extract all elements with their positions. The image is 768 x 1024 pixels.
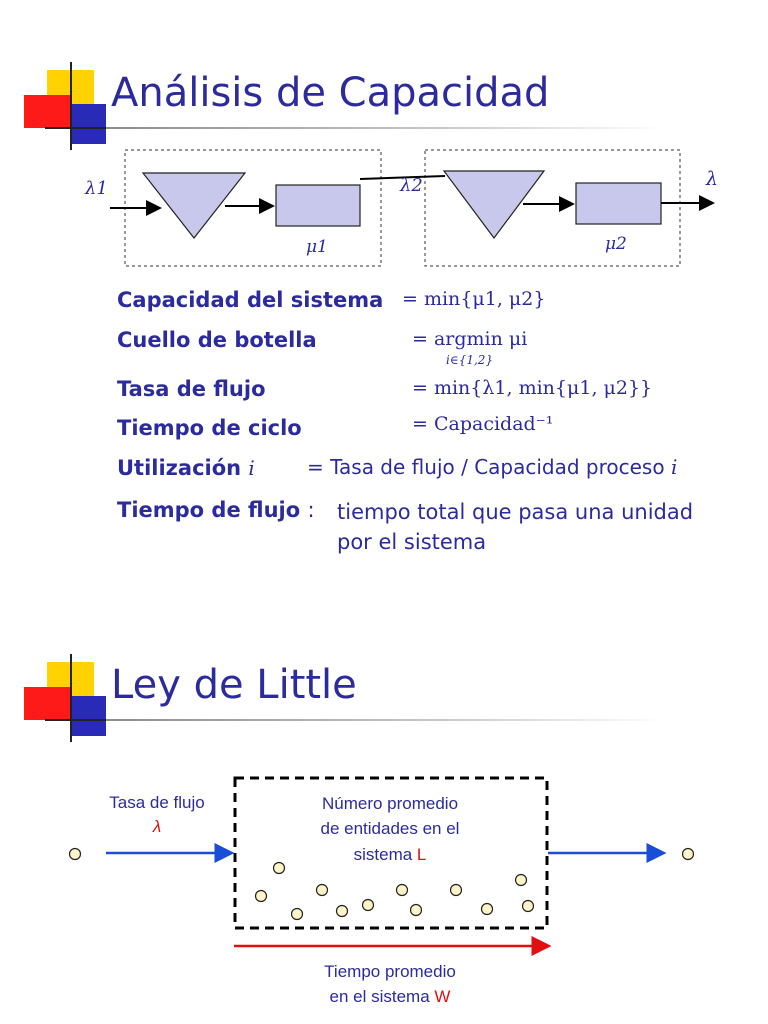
entity-circle-icon [292,909,303,920]
page-title: Análisis de Capacidad [111,70,550,116]
def-term-capacidad: Capacidad del sistema [117,288,384,312]
entity-circle-icon [516,875,527,886]
entity-circle-icon [256,891,267,902]
def-term-utilizacion-text: Utilización [117,456,242,480]
box-label-symbol: L [416,845,427,864]
input-rate-symbol: λ [152,817,162,836]
time-label-line2 [268,986,512,1008]
entity-circle-icon [451,885,462,896]
box-label-text: sistema [353,845,413,864]
entity-circle-icon [683,849,694,860]
page-title-little: Ley de Little [111,662,357,708]
box-label-line2: de entidades en el [320,819,460,838]
def-eq-ciclo: = Capacidad⁻¹ [412,413,554,435]
entity-circle-icon [397,885,408,896]
entity-circle-icon [523,901,534,912]
lambda2-label: λ2 [400,175,423,196]
lambda1-label: λ1 [85,178,108,199]
def-eq-capacidad: = min{μ1, μ2} [402,288,546,310]
def-eq-tasa: = min{λ1, min{μ1, μ2}} [412,377,653,399]
def-eq-utilizacion-var: i [670,455,678,479]
def-eq-flujo-line1: tiempo total que pasa una unidad [337,500,694,524]
def-term-flujo-text: Tiempo de flujo [117,498,301,522]
def-term-ciclo: Tiempo de ciclo [117,416,302,440]
def-eq-cuello-sub: i∈{1,2} [446,353,494,367]
def-eq-cuello: = argmin μi [412,328,528,350]
entity-circle-icon [70,849,81,860]
entity-circle-icon [317,885,328,896]
def-eq-utilizacion-text: = Tasa de flujo / Capacidad proceso [307,455,665,479]
entity-circle-icon [411,905,422,916]
def-eq-flujo-line2: por el sistema [337,530,487,554]
def-term-flujo-colon: : [307,498,315,522]
def-term-utilizacion-var: i [248,456,255,480]
time-label-symbol: W [434,987,451,1006]
entity-circle-icon [482,904,493,915]
box-label-line1: Número promedio [321,794,459,813]
def-term-cuello: Cuello de botella [117,328,317,352]
entity-circle-icon [363,900,374,911]
mu2-label: μ2 [605,234,627,254]
box-label-line3 [268,844,512,866]
lambda-out-label: λ [706,168,719,190]
input-rate-label: Tasa de flujo [109,793,205,812]
def-term-tasa: Tasa de flujo [117,377,266,401]
time-label-line1: Tiempo promedio [324,962,456,981]
time-label-text: en el sistema [329,987,430,1006]
entity-circle-icon [337,906,348,917]
mu1-label: μ1 [306,237,328,257]
